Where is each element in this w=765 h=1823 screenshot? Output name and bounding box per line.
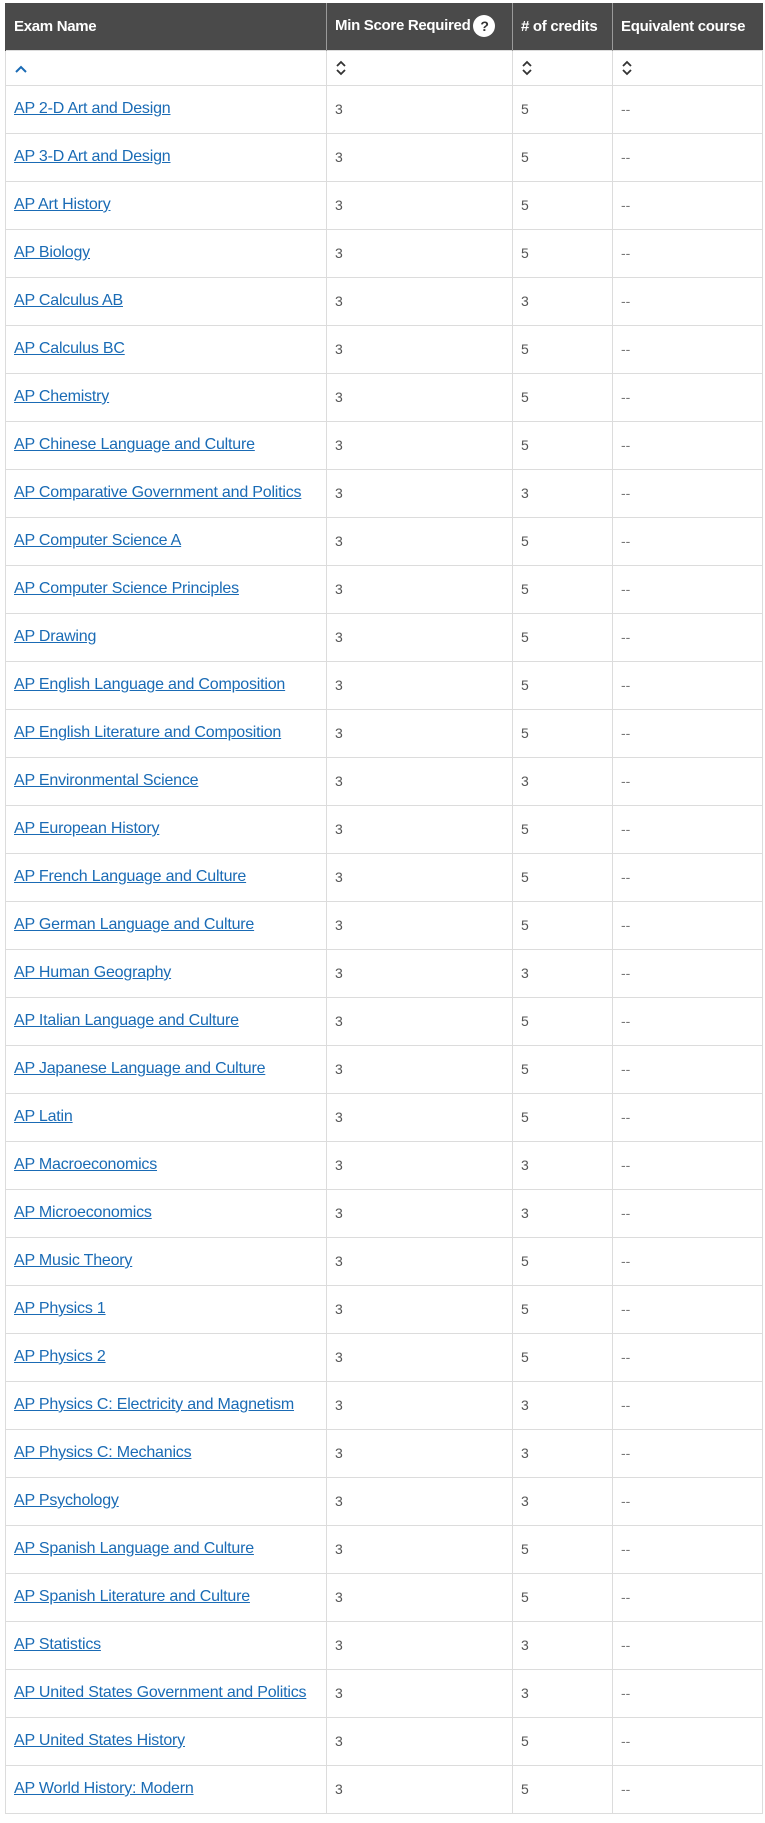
cell-min-score: 3	[327, 1381, 513, 1429]
sort-cell-equivalent-course[interactable]	[613, 50, 763, 85]
cell-exam-name	[6, 805, 327, 853]
table-row	[6, 1573, 763, 1621]
table-row	[6, 421, 763, 469]
table-row	[6, 949, 763, 997]
cell-exam-name	[6, 853, 327, 901]
exam-link[interactable]: AP Psychology	[14, 1492, 119, 1509]
cell-exam-name	[6, 613, 327, 661]
cell-exam-name	[6, 1477, 327, 1525]
cell-exam-name	[6, 1189, 327, 1237]
cell-min-score: 3	[327, 421, 513, 469]
cell-credits: 5	[513, 1237, 613, 1285]
cell-equivalent-course: --	[613, 133, 763, 181]
table-row	[6, 1285, 763, 1333]
cell-equivalent-course: --	[613, 181, 763, 229]
exam-link[interactable]: AP Environmental Science	[14, 772, 199, 789]
cell-credits: 3	[513, 1429, 613, 1477]
cell-exam-name	[6, 325, 327, 373]
table-row	[6, 661, 763, 709]
cell-min-score: 3	[327, 757, 513, 805]
cell-equivalent-course: --	[613, 277, 763, 325]
cell-equivalent-course: --	[613, 1237, 763, 1285]
cell-min-score: 3	[327, 469, 513, 517]
exam-link[interactable]: AP United States Government and Politics	[14, 1684, 307, 1701]
sort-row	[6, 50, 763, 85]
exam-link[interactable]: AP 2-D Art and Design	[14, 100, 171, 117]
cell-exam-name	[6, 1045, 327, 1093]
cell-min-score: 3	[327, 1237, 513, 1285]
cell-equivalent-course: --	[613, 1189, 763, 1237]
sort-cell-credits[interactable]	[513, 50, 613, 85]
table-row	[6, 1765, 763, 1813]
exam-link[interactable]: AP Computer Science Principles	[14, 580, 239, 597]
cell-exam-name	[6, 1621, 327, 1669]
cell-equivalent-course: --	[613, 853, 763, 901]
cell-min-score: 3	[327, 1573, 513, 1621]
cell-equivalent-course: --	[613, 1045, 763, 1093]
cell-exam-name	[6, 229, 327, 277]
cell-credits: 3	[513, 1621, 613, 1669]
exam-link[interactable]: AP Macroeconomics	[14, 1156, 158, 1173]
cell-equivalent-course: --	[613, 565, 763, 613]
exam-link[interactable]: AP Chinese Language and Culture	[14, 436, 255, 453]
exam-link[interactable]: AP Human Geography	[14, 964, 172, 981]
cell-min-score: 3	[327, 325, 513, 373]
table-row	[6, 1333, 763, 1381]
table-row	[6, 1429, 763, 1477]
table-row	[6, 853, 763, 901]
table-row	[6, 1093, 763, 1141]
cell-equivalent-course: --	[613, 373, 763, 421]
header-exam-name[interactable]: Exam Name	[6, 3, 327, 50]
table-row	[6, 1525, 763, 1573]
cell-min-score: 3	[327, 1285, 513, 1333]
cell-exam-name	[6, 277, 327, 325]
cell-equivalent-course: --	[613, 1093, 763, 1141]
cell-min-score: 3	[327, 1525, 513, 1573]
cell-equivalent-course: --	[613, 949, 763, 997]
cell-credits: 3	[513, 277, 613, 325]
cell-credits: 5	[513, 1717, 613, 1765]
exam-link[interactable]: AP Microeconomics	[14, 1204, 152, 1221]
table-row	[6, 565, 763, 613]
cell-credits: 5	[513, 709, 613, 757]
cell-min-score: 3	[327, 853, 513, 901]
table-row	[6, 1045, 763, 1093]
cell-exam-name	[6, 661, 327, 709]
cell-credits: 5	[513, 565, 613, 613]
exam-link[interactable]: AP World History: Modern	[14, 1780, 194, 1797]
exam-link[interactable]: AP 3-D Art and Design	[14, 148, 171, 165]
cell-min-score: 3	[327, 133, 513, 181]
cell-equivalent-course: --	[613, 613, 763, 661]
sort-both-icon[interactable]	[335, 60, 347, 76]
cell-credits: 5	[513, 661, 613, 709]
sort-both-icon[interactable]	[621, 60, 633, 76]
exam-link[interactable]: AP Statistics	[14, 1636, 101, 1653]
cell-credits: 5	[513, 1285, 613, 1333]
cell-credits: 5	[513, 1093, 613, 1141]
cell-credits: 5	[513, 325, 613, 373]
table-row	[6, 901, 763, 949]
exam-link[interactable]: AP Spanish Literature and Culture	[14, 1588, 250, 1605]
cell-credits: 3	[513, 469, 613, 517]
cell-equivalent-course: --	[613, 901, 763, 949]
cell-equivalent-course: --	[613, 1333, 763, 1381]
exam-link[interactable]: AP Drawing	[14, 628, 97, 645]
cell-credits: 3	[513, 1669, 613, 1717]
cell-exam-name	[6, 1093, 327, 1141]
exam-link[interactable]: AP United States History	[14, 1732, 185, 1749]
cell-credits: 3	[513, 757, 613, 805]
cell-equivalent-course: --	[613, 1429, 763, 1477]
cell-credits: 5	[513, 1525, 613, 1573]
table-row	[6, 1669, 763, 1717]
cell-min-score: 3	[327, 517, 513, 565]
table-row	[6, 613, 763, 661]
cell-credits: 3	[513, 1477, 613, 1525]
exam-link[interactable]: AP Computer Science A	[14, 532, 182, 549]
cell-exam-name	[6, 1429, 327, 1477]
cell-credits: 5	[513, 613, 613, 661]
cell-credits: 5	[513, 1333, 613, 1381]
cell-equivalent-course: --	[613, 709, 763, 757]
cell-exam-name	[6, 1669, 327, 1717]
table-row	[6, 1141, 763, 1189]
cell-equivalent-course: --	[613, 1621, 763, 1669]
cell-exam-name	[6, 1525, 327, 1573]
cell-credits: 3	[513, 1141, 613, 1189]
table-row	[6, 85, 763, 133]
cell-min-score: 3	[327, 709, 513, 757]
cell-credits: 5	[513, 373, 613, 421]
table-row	[6, 997, 763, 1045]
exam-link[interactable]: AP Physics C: Electricity and Magnetism	[14, 1396, 295, 1413]
cell-exam-name	[6, 85, 327, 133]
cell-credits: 3	[513, 1189, 613, 1237]
table-row	[6, 229, 763, 277]
cell-credits: 3	[513, 949, 613, 997]
ap-credit-table	[5, 3, 763, 1814]
cell-min-score: 3	[327, 229, 513, 277]
cell-equivalent-course: --	[613, 1717, 763, 1765]
cell-equivalent-course: --	[613, 757, 763, 805]
cell-exam-name	[6, 1573, 327, 1621]
table-row	[6, 325, 763, 373]
cell-credits: 5	[513, 517, 613, 565]
exam-link[interactable]: AP Latin	[14, 1108, 73, 1125]
cell-exam-name	[6, 133, 327, 181]
table-body	[6, 50, 763, 1813]
cell-credits: 5	[513, 229, 613, 277]
table-row	[6, 805, 763, 853]
sort-both-icon[interactable]	[521, 60, 533, 76]
exam-link[interactable]: AP Physics C: Mechanics	[14, 1444, 192, 1461]
exam-link[interactable]: AP Spanish Language and Culture	[14, 1540, 254, 1557]
cell-credits: 5	[513, 133, 613, 181]
cell-min-score: 3	[327, 181, 513, 229]
table-header	[6, 3, 763, 50]
cell-credits: 5	[513, 997, 613, 1045]
cell-exam-name	[6, 757, 327, 805]
cell-exam-name	[6, 1765, 327, 1813]
exam-link[interactable]: AP Italian Language and Culture	[14, 1012, 239, 1029]
cell-exam-name	[6, 997, 327, 1045]
table-row	[6, 1189, 763, 1237]
cell-equivalent-course: --	[613, 1381, 763, 1429]
cell-min-score: 3	[327, 805, 513, 853]
cell-credits: 5	[513, 805, 613, 853]
cell-credits: 5	[513, 853, 613, 901]
cell-min-score: 3	[327, 613, 513, 661]
cell-exam-name	[6, 1717, 327, 1765]
cell-equivalent-course: --	[613, 1573, 763, 1621]
cell-exam-name	[6, 565, 327, 613]
exam-link[interactable]: AP Biology	[14, 244, 90, 261]
cell-equivalent-course: --	[613, 1525, 763, 1573]
cell-min-score: 3	[327, 1477, 513, 1525]
cell-min-score: 3	[327, 997, 513, 1045]
exam-link[interactable]: AP Physics 1	[14, 1300, 106, 1317]
table-row	[6, 373, 763, 421]
cell-min-score: 3	[327, 1717, 513, 1765]
exam-link[interactable]: AP Music Theory	[14, 1252, 133, 1269]
cell-credits: 5	[513, 1573, 613, 1621]
cell-equivalent-course: --	[613, 1477, 763, 1525]
cell-equivalent-course: --	[613, 1669, 763, 1717]
cell-exam-name	[6, 901, 327, 949]
cell-equivalent-course: --	[613, 85, 763, 133]
table-row	[6, 757, 763, 805]
cell-min-score: 3	[327, 661, 513, 709]
cell-credits: 3	[513, 1381, 613, 1429]
table-row	[6, 469, 763, 517]
cell-equivalent-course: --	[613, 469, 763, 517]
sort-cell-min-score[interactable]	[327, 50, 513, 85]
cell-min-score: 3	[327, 1765, 513, 1813]
exam-link[interactable]: AP Japanese Language and Culture	[14, 1060, 266, 1077]
exam-link[interactable]: AP Art History	[14, 196, 111, 213]
cell-min-score: 3	[327, 949, 513, 997]
cell-min-score: 3	[327, 1429, 513, 1477]
cell-exam-name	[6, 1237, 327, 1285]
cell-credits: 5	[513, 181, 613, 229]
cell-min-score: 3	[327, 1669, 513, 1717]
cell-min-score: 3	[327, 1189, 513, 1237]
cell-exam-name	[6, 373, 327, 421]
exam-link[interactable]: AP Chemistry	[14, 388, 110, 405]
table-row	[6, 181, 763, 229]
table-row	[6, 1621, 763, 1669]
exam-link[interactable]: AP French Language and Culture	[14, 868, 247, 885]
header-credits[interactable]: # of credits	[513, 3, 613, 50]
cell-min-score: 3	[327, 1141, 513, 1189]
cell-min-score: 3	[327, 901, 513, 949]
cell-exam-name	[6, 1333, 327, 1381]
cell-min-score: 3	[327, 85, 513, 133]
table-row	[6, 517, 763, 565]
table-row	[6, 1477, 763, 1525]
sort-ascending-icon[interactable]	[14, 64, 28, 74]
cell-credits: 5	[513, 901, 613, 949]
exam-link[interactable]: AP German Language and Culture	[14, 916, 255, 933]
cell-equivalent-course: --	[613, 421, 763, 469]
cell-exam-name	[6, 1285, 327, 1333]
exam-link[interactable]: AP Comparative Government and Politics	[14, 484, 302, 501]
cell-exam-name	[6, 1141, 327, 1189]
header-equivalent-course[interactable]: Equivalent course	[613, 3, 763, 50]
cell-credits: 5	[513, 1765, 613, 1813]
cell-equivalent-course: --	[613, 1285, 763, 1333]
cell-credits: 5	[513, 85, 613, 133]
cell-equivalent-course: --	[613, 661, 763, 709]
cell-min-score: 3	[327, 373, 513, 421]
cell-exam-name	[6, 709, 327, 757]
cell-exam-name	[6, 517, 327, 565]
cell-exam-name	[6, 949, 327, 997]
cell-exam-name	[6, 181, 327, 229]
cell-exam-name	[6, 469, 327, 517]
cell-equivalent-course: --	[613, 325, 763, 373]
header-min-score[interactable]: Min Score Required ?	[327, 3, 513, 50]
cell-credits: 5	[513, 1045, 613, 1093]
table-row	[6, 709, 763, 757]
cell-equivalent-course: --	[613, 1765, 763, 1813]
table-row	[6, 1381, 763, 1429]
cell-exam-name	[6, 421, 327, 469]
exam-link[interactable]: AP Calculus AB	[14, 292, 123, 309]
sort-cell-exam-name[interactable]	[6, 50, 327, 85]
cell-min-score: 3	[327, 277, 513, 325]
cell-equivalent-course: --	[613, 229, 763, 277]
exam-link[interactable]: AP Physics 2	[14, 1348, 106, 1365]
cell-equivalent-course: --	[613, 997, 763, 1045]
help-icon[interactable]: ?	[473, 15, 495, 37]
cell-min-score: 3	[327, 565, 513, 613]
cell-min-score: 3	[327, 1045, 513, 1093]
cell-credits: 5	[513, 421, 613, 469]
table-row	[6, 277, 763, 325]
cell-min-score: 3	[327, 1093, 513, 1141]
exam-link[interactable]: AP English Language and Composition	[14, 676, 286, 693]
exam-link[interactable]: AP Calculus BC	[14, 340, 125, 357]
cell-exam-name	[6, 1381, 327, 1429]
cell-min-score: 3	[327, 1621, 513, 1669]
table-row	[6, 1237, 763, 1285]
cell-equivalent-course: --	[613, 517, 763, 565]
cell-equivalent-course: --	[613, 1141, 763, 1189]
cell-min-score: 3	[327, 1333, 513, 1381]
table-row	[6, 133, 763, 181]
cell-equivalent-course: --	[613, 805, 763, 853]
table-row	[6, 1717, 763, 1765]
exam-link[interactable]: AP European History	[14, 820, 160, 837]
exam-link[interactable]: AP English Literature and Composition	[14, 724, 282, 741]
